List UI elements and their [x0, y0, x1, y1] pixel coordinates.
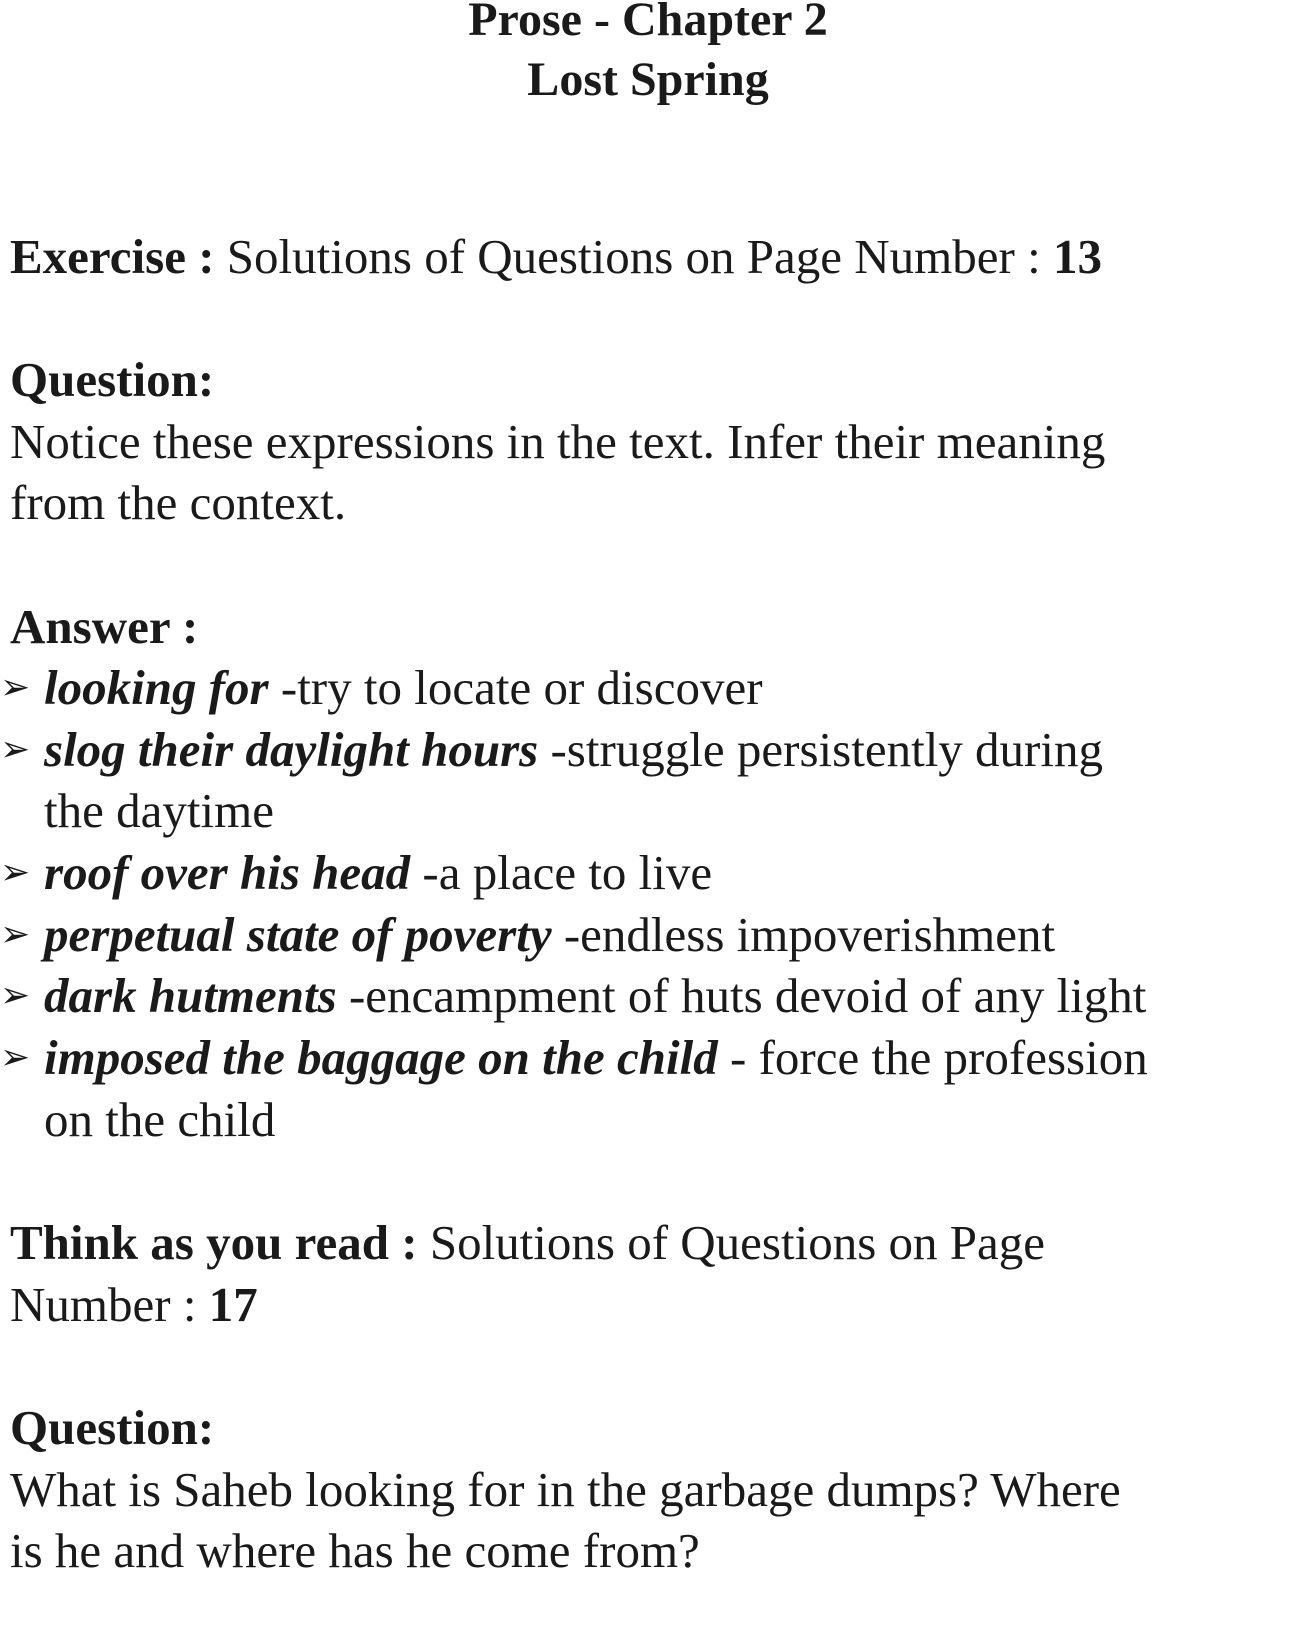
question-text: What is Saheb looking for in the garbage dumps? Where	[10, 1462, 1121, 1517]
page-title: Lost Spring	[527, 53, 769, 106]
question-text: Notice these expressions in the text. Infer their meaning	[10, 414, 1106, 469]
arrowhead-bullet-icon: ➢	[0, 1037, 31, 1078]
arrowhead-bullet-icon: ➢	[0, 852, 31, 893]
arrowhead-bullet-icon: ➢	[0, 975, 31, 1016]
arrowhead-bullet-icon: ➢	[0, 914, 31, 955]
question-label: Question:	[10, 352, 215, 407]
list-item	[0, 904, 1055, 966]
think-line	[10, 1212, 1045, 1274]
exercise-page: 13	[1052, 229, 1102, 284]
arrowhead-bullet-icon: ➢	[0, 729, 31, 770]
meaning: - force the profession	[730, 1030, 1148, 1085]
meaning: -struggle persistently during	[550, 722, 1103, 777]
term: looking for	[44, 660, 269, 715]
term: imposed the baggage on the child	[44, 1030, 718, 1085]
chapter-heading: Prose - Chapter 2	[468, 0, 828, 46]
term: dark hutments	[44, 968, 337, 1023]
exercise-text: Solutions of Questions on Page Number :	[226, 229, 1041, 284]
meaning: -endless impoverishment	[563, 907, 1056, 962]
meaning: -encampment of huts devoid of any light	[348, 968, 1147, 1023]
answer-label: Answer :	[10, 599, 199, 654]
list-item	[0, 965, 1146, 1027]
think-text: Number :	[10, 1277, 197, 1332]
think-page: 17	[208, 1277, 258, 1332]
meaning-continuation: the daytime	[44, 783, 274, 838]
think-label: Think as you read :	[10, 1215, 418, 1270]
think-text: Solutions of Questions on Page	[429, 1215, 1046, 1270]
list-item	[0, 719, 1103, 781]
question-text: from the context.	[10, 475, 347, 530]
term: perpetual state of poverty	[44, 907, 552, 962]
term: slog their daylight hours	[44, 722, 539, 777]
think-line-2	[10, 1274, 258, 1336]
meaning: -try to locate or discover	[280, 660, 763, 715]
list-item	[0, 842, 712, 904]
arrowhead-bullet-icon: ➢	[0, 667, 31, 708]
exercise-line	[10, 226, 1102, 288]
list-item	[0, 657, 763, 719]
question-label: Question:	[10, 1400, 215, 1455]
exercise-label: Exercise :	[10, 229, 215, 284]
list-item	[0, 1027, 1148, 1089]
question-text: is he and where has he come from?	[10, 1523, 700, 1578]
meaning: -a place to live	[422, 845, 713, 900]
meaning-continuation: on the child	[44, 1092, 276, 1147]
term: roof over his head	[44, 845, 411, 900]
